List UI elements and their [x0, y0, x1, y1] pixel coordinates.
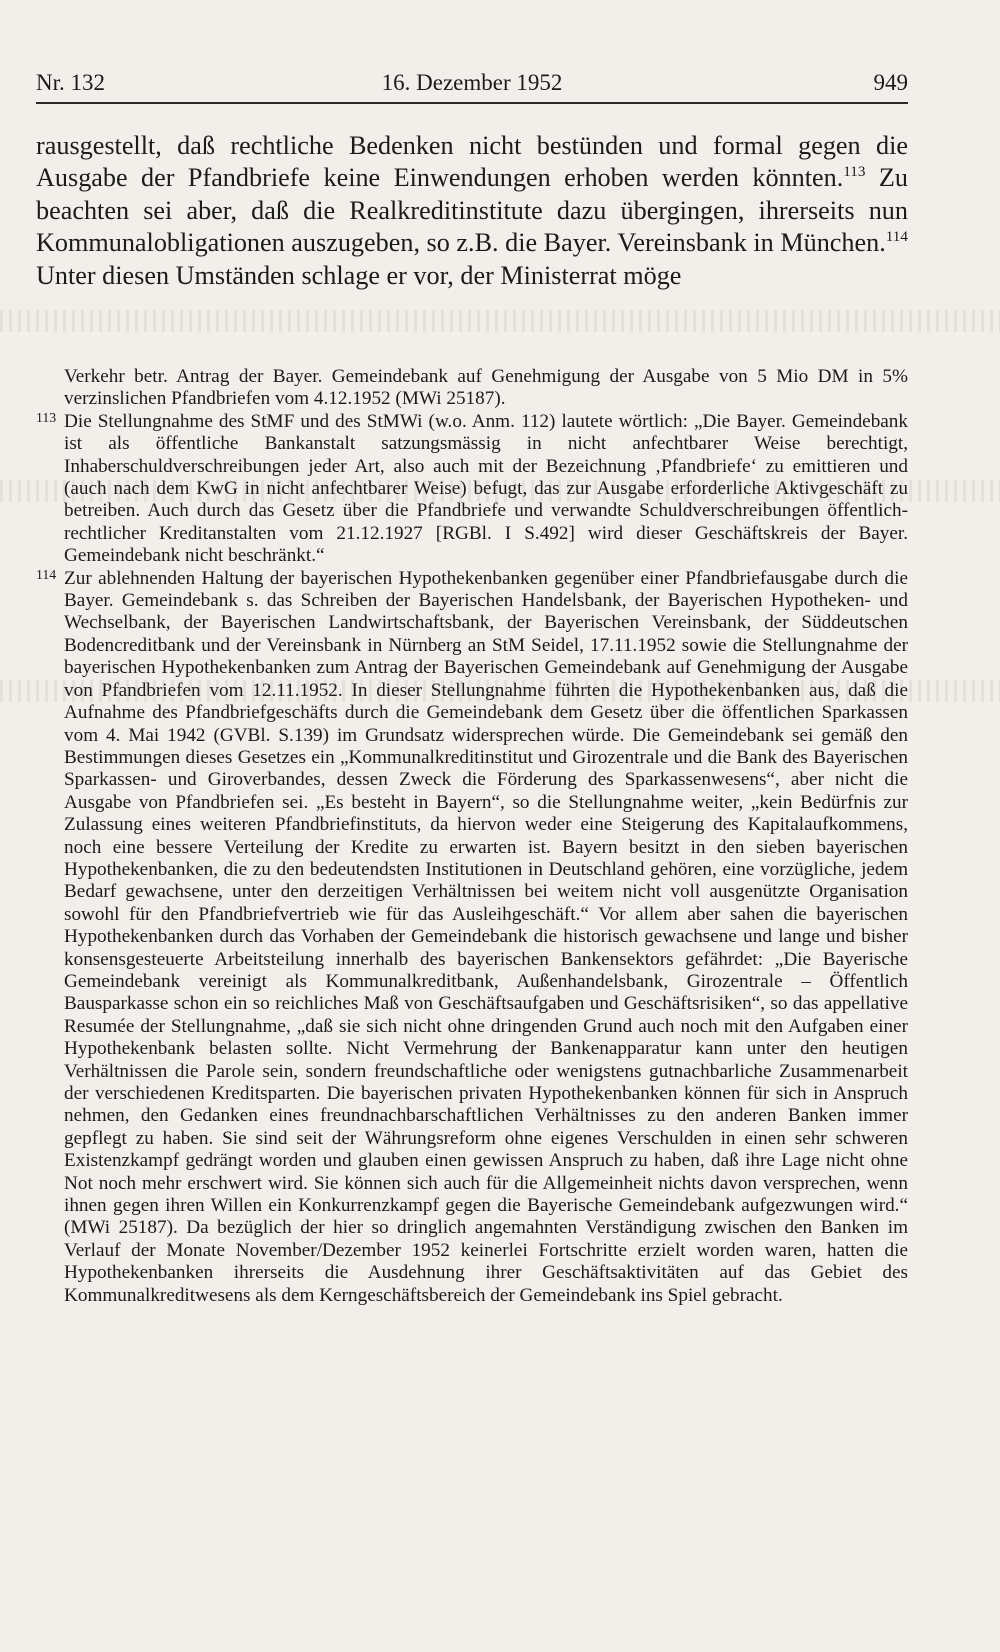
- footnote-ref: 113: [843, 162, 866, 180]
- footnote: [36, 411, 908, 568]
- running-header: [36, 70, 908, 104]
- header-date: 16. Dezember 1952: [381, 70, 563, 95]
- header-rule: [36, 102, 908, 104]
- main-text-part: Unter diesen Umständen schlage er vor, der Ministerrat möge: [36, 260, 682, 290]
- footnote: [36, 366, 908, 411]
- main-text: [36, 130, 908, 292]
- bleed-through: [0, 310, 1000, 332]
- footnotes: [36, 366, 908, 1307]
- footnote-number: 114: [36, 567, 57, 583]
- main-text-part: Zu beachten sei aber, daß die Realkreditinstitute dazu übergingen, ihrerseits nun Kommunalobligationen auszugeben, so z.B. die Bayer. Vereinsbank in München.: [36, 163, 909, 258]
- footnote-text: Zur ablehnenden Haltung der bayerischen Hypothekenbanken gegenüber einer Pfandbriefausgabe durch die Bayer. Gemeindebank s. das Schreiben der Bayerischen Handelsbank, der Bayerischen Hypotheken- und Wechselbank, der Bayerischen Landwirtschaftsbank, der Bayerischen Vereinsbank, der Süddeutschen Bodencreditbank und der Vereinsbank in Nürnberg an StM Seidel, 17.11.1952 sowie die Stellungnahme der bayerischen Hypothekenbanken zum Antrag der Bayerischen Gemeindebank auf Genehmigung der Ausgabe von Pfandbriefen vom 12.11.1952. In dieser Stellungnahme führten die Hypothekenbanken aus, daß die Aufnahme des Pfandbriefgeschäfts durch die Gemeindebank dem Gesetz über die öffentlichen Sparkassen vom 4. Mai 1942 (GVBl. S.139) im Grundsatz widersprechen würde. Die Gemeindebank sei gemäß den Bestimmungen dieses Gesetzes ein „Kommunalkreditinstitut und Girozentrale und die Bank des Bayerischen Sparkassen- und Giroverbandes, dessen Zweck die Förderung des Sparkassenwesens“, aber nicht die Ausgabe von Pfandbriefen sei. „Es besteht in Bayern“, so die Stellungnahme weiter, „kein Bedürfnis zur Zulassung eines weiteren Pfandbriefinstituts, da hiervon weder eine Steigerung des Kapitalaufkommens, noch eine bessere Verteilung der Kredite zu erwarten ist. Bayern besitzt in den sieben bayerischen Hypothekenbanken, die zu den bedeutendsten Institutionen in Deutschland gehören, eine vorzügliche, jedem Bedarf gewachsene, unter den derzeitigen Verhältnissen bei weitem nicht voll ausgenützte Organisation sowohl für den Pfandbriefvertrieb wie für das Ausleihgeschäft.“ Vor allem aber sahen die bayerischen Hypothekenbanken durch das Vorhaben der Gemeindebank die historisch gewachsene und lange und bisher konsensgesteuerte Arbeitsteilung innerhalb des bayerischen Bankensektors gefährdet: „Die Bayerische Gemeindebank vereinigt als Kommunalkreditbank, Außenhandelsbank, Girozentrale – Öffentlich Bausparkasse schon ein so reichliches Maß von Geschäftsaufgaben und Geschäftsrisiken“, so das appellative Resumée der Stellungnahme, „daß sie sich nicht ohne dringenden Grund auch noch mit den Aufgaben einer Hypothekenbank belasten sollte. Nicht Vermehrung der Bankenapparatur kann unter den heutigen Verhältnissen die Parole sein, sondern freundschaftliche oder wenigstens gutnachbarliche Zusammenarbeit der verschiedenen Kreditsparten. Die bayerischen privaten Hypothekenbanken können für sich in Anspruch nehmen, den Gedanken eines freundnachbarschaftlichen Verhältnisses zu den anderen Banken immer gepflegt zu haben. Sie sind seit der Währungsreform ohne eigenes Verschulden in einen sehr schweren Existenzkampf gedrängt worden und glauben einen gewissen Anspruch zu haben, daß ihre Lage nicht ohne Not noch mehr erschwert wird. Sie können sich auch für die Allgemeinheit nichts davon versprechen, wenn ihnen gegen ihren Willen ein Konkurrenzkampf gegen die Bayerische Gemeindebank aufgezwungen wird.“ (MWi 25187). Da bezüglich der hier so dringlich angemahnten Verständigung zwischen den Banken im Verlauf der Monate November/Dezember 1952 keinerlei Fortschritte erzielt worden waren, hatten die Hypothekenbanken ihrerseits die Ausdehnung ihrer Geschäftsaktivitäten auf das Gebiet des Kommunalkreditwesens als dem Kerngeschäftsbereich der Gemeindebank ins Spiel gebracht.: [64, 567, 908, 1306]
- footnote: [36, 568, 908, 1307]
- section-number: Nr. 132: [36, 70, 105, 95]
- footnote-number: 113: [36, 410, 57, 426]
- footnote-text: Die Stellungnahme des StMF und des StMWi (w.o. Anm. 112) lautete wörtlich: „Die Bayer. Gemeindebank ist als öffentliche Bankanstalt satzungsmässig in nicht anfechtbarer Weise berechtigt, Inhaberschuldverschreibungen jeder Art, also auch mit der Bezeichnung ‚Pfandbriefe‘ zu emittieren und (auch nach dem KwG in nicht anfechtbarer Weise) befugt, das zur Ausgabe erforderliche Aktivgeschäft zu betreiben. Auch durch das Gesetz über die Pfandbriefe und verwandte Schuldverschreibungen öffentlich-rechtlicher Kreditanstalten vom 21.12.1927 [RGBl. I S.492] wird dieser Geschäftskreis der Bayer. Gemeindebank nicht beschränkt.“: [64, 410, 908, 567]
- footnote-ref: 114: [885, 227, 908, 245]
- footnote-text: Verkehr betr. Antrag der Bayer. Gemeindebank auf Genehmigung der Ausgabe von 5 Mio DM in 5% verzinslichen Pfandbriefen vom 4.12.1952 (MWi 25187).: [64, 366, 908, 410]
- main-text-part: rausgestellt, daß rechtliche Bedenken nicht bestünden und formal gegen die Ausgabe der Pfandbriefe keine Einwendungen erhoben werden könnten.: [36, 131, 908, 193]
- page-number: 949: [873, 70, 908, 95]
